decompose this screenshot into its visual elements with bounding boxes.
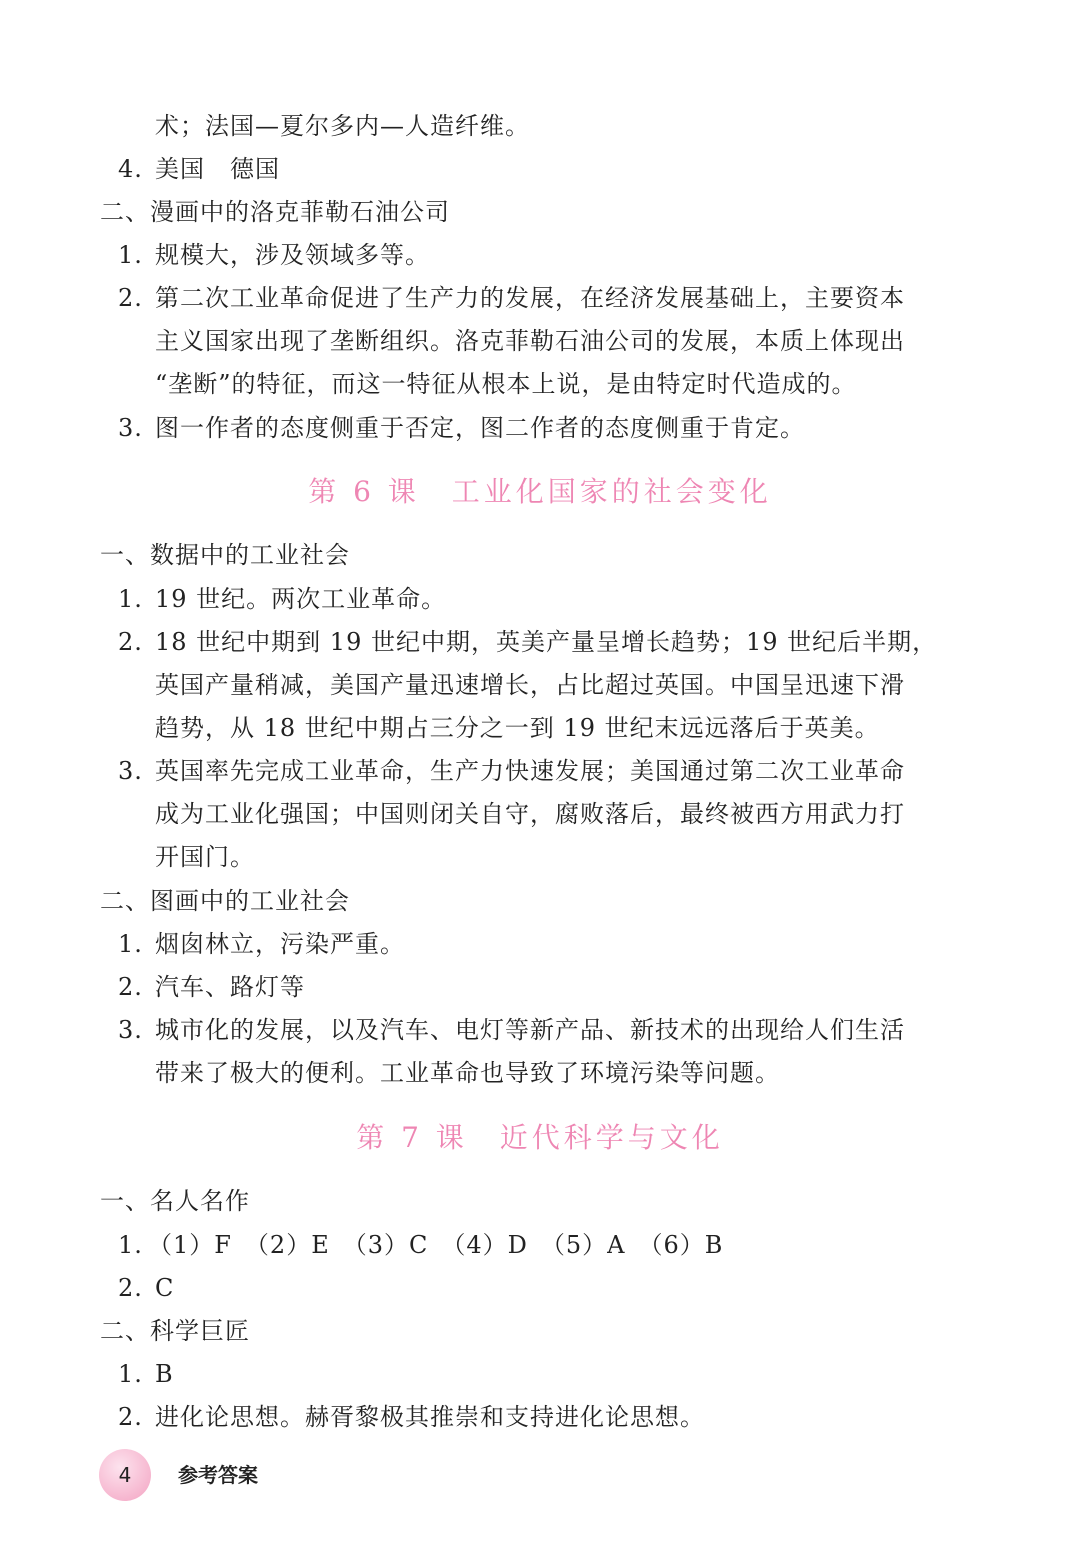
item-number: 2. — [118, 973, 143, 1001]
section-title: 二、漫画中的洛克菲勒石油公司 — [100, 198, 450, 226]
text-line: 19 世纪。两次工业革命。 — [155, 585, 447, 613]
item-number: 2. — [118, 1403, 143, 1431]
item-number: 2. — [118, 1274, 143, 1302]
item-number: 1. — [118, 585, 143, 613]
text-line: B — [155, 1360, 174, 1388]
text-line: 18 世纪中期到 19 世纪中期，英美产量呈增长趋势；19 世纪后半期， — [155, 628, 938, 656]
text-line: 成为工业化强国；中国则闭关自守，腐败落后，最终被西方用武力打 — [155, 800, 905, 828]
text-line: 英国产量稍减，美国产量迅速增长，占比超过英国。中国呈迅速下滑 — [155, 671, 905, 699]
text-line: 英国率先完成工业革命，生产力快速发展；美国通过第二次工业革命 — [155, 757, 905, 785]
section-title: 二、图画中的工业社会 — [100, 887, 350, 915]
item-number: 3. — [118, 757, 143, 785]
text-line: 开国门。 — [155, 843, 255, 871]
text-line: 城市化的发展，以及汽车、电灯等新产品、新技术的出现给人们生活 — [155, 1016, 905, 1044]
section-title: 二、科学巨匠 — [100, 1317, 250, 1345]
item-number: 2. — [118, 284, 143, 312]
text-line: “垄断”的特征，而这一特征从根本上说，是由特定时代造成的。 — [155, 370, 857, 398]
text-line: 规模大，涉及领域多等。 — [155, 241, 430, 269]
item-number: 1. — [118, 1360, 143, 1388]
item-number: 3. — [118, 414, 143, 442]
text-line: 第二次工业革命促进了生产力的发展，在经济发展基础上，主要资本 — [155, 284, 905, 312]
text-line: C — [155, 1274, 175, 1302]
footer-label: 参考答案 — [178, 1463, 258, 1487]
item-number: 2. — [118, 628, 143, 656]
text-line: 汽车、路灯等 — [155, 973, 305, 1001]
item-number: 1. — [118, 930, 143, 958]
lesson-heading: 第 7 课 近代科学与文化 — [356, 1121, 724, 1154]
text-line: 图一作者的态度侧重于否定，图二作者的态度侧重于肯定。 — [155, 414, 805, 442]
text-line: 烟囱林立，污染严重。 — [155, 930, 405, 958]
lesson-heading: 第 6 课 工业化国家的社会变化 — [308, 475, 772, 508]
text-line: 术；法国—夏尔多内—人造纤维。 — [155, 112, 530, 140]
text-line: 带来了极大的便利。工业革命也导致了环境污染等问题。 — [155, 1059, 780, 1087]
item-number: 1. — [118, 1231, 143, 1259]
answer-options: （1）F （2）E （3）C （4）D （5）A （6）B — [148, 1231, 724, 1259]
text-line: 主义国家出现了垄断组织。洛克菲勒石油公司的发展，本质上体现出 — [155, 327, 905, 355]
section-title: 一、名人名作 — [100, 1187, 250, 1215]
item-number: 3. — [118, 1016, 143, 1044]
section-title: 一、数据中的工业社会 — [100, 541, 350, 569]
text-line: 美国 德国 — [155, 155, 280, 183]
text-line: 趋势，从 18 世纪中期占三分之一到 19 世纪末远远落后于英美。 — [155, 714, 880, 742]
item-number: 1. — [118, 241, 143, 269]
item-number: 4. — [118, 155, 143, 183]
text-line: 进化论思想。赫胥黎极其推崇和支持进化论思想。 — [155, 1403, 705, 1431]
page-number: 4 — [118, 1463, 132, 1487]
